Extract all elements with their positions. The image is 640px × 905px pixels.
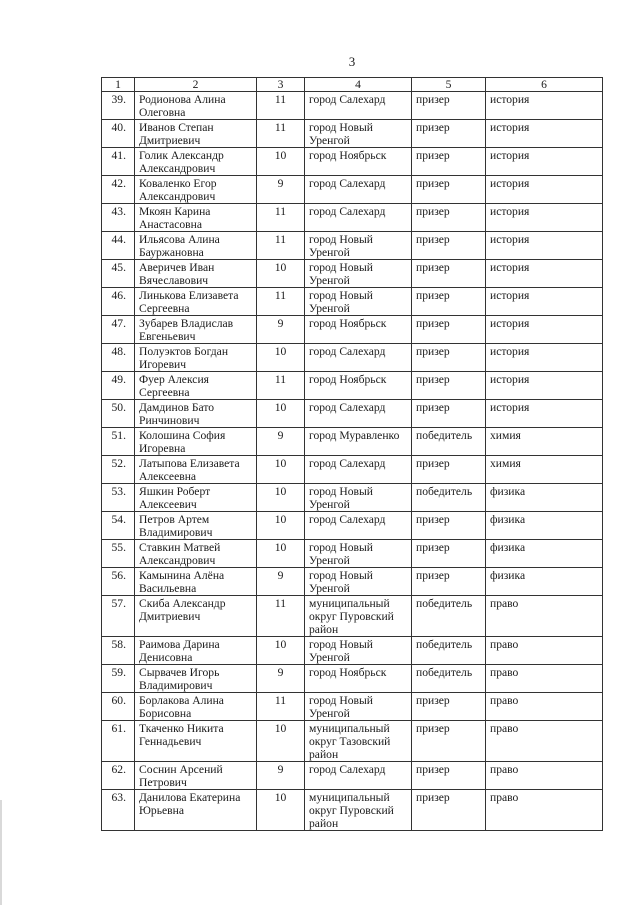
location-cell: город Салехард [305,92,412,120]
status-cell: призер [412,762,486,790]
grade-cell: 11 [257,288,305,316]
row-number-cell: 52. [102,456,135,484]
subject-cell: право [486,721,603,762]
subject-cell: история [486,400,603,428]
table-row [102,637,603,665]
subject-cell: право [486,637,603,665]
row-number-cell: 50. [102,400,135,428]
location-cell: город Ноябрьск [305,372,412,400]
grade-cell: 10 [257,790,305,831]
status-cell: призер [412,176,486,204]
grade-cell: 9 [257,316,305,344]
page-number: 3 [348,54,356,69]
status-cell: призер [412,344,486,372]
row-number-cell: 54. [102,512,135,540]
grade-cell: 10 [257,637,305,665]
location-cell: город Салехард [305,344,412,372]
status-cell: призер [412,790,486,831]
grade-cell: 10 [257,260,305,288]
column-header-5: 5 [412,78,486,92]
table-row [102,456,603,484]
row-number-cell: 61. [102,721,135,762]
participant-name-cell: Ткаченко Никита Геннадьевич [135,721,257,762]
participant-name-cell: Яшкин Роберт Алексеевич [135,484,257,512]
table-row [102,484,603,512]
grade-cell: 10 [257,456,305,484]
table-row [102,568,603,596]
row-number-cell: 48. [102,344,135,372]
grade-cell: 11 [257,204,305,232]
status-cell: призер [412,512,486,540]
participant-name-cell: Ставкин Матвей Александрович [135,540,257,568]
grade-cell: 9 [257,428,305,456]
participant-name-cell: Ильясова Алина Бауржановна [135,232,257,260]
location-cell: город Новый Уренгой [305,260,412,288]
row-number-cell: 40. [102,120,135,148]
participant-name-cell: Мкоян Карина Анастасовна [135,204,257,232]
location-cell: город Новый Уренгой [305,540,412,568]
row-number-cell: 45. [102,260,135,288]
row-number-cell: 63. [102,790,135,831]
grade-cell: 11 [257,693,305,721]
subject-cell: физика [486,540,603,568]
location-cell: город Салехард [305,176,412,204]
row-number-cell: 57. [102,596,135,637]
status-cell: победитель [412,428,486,456]
status-cell: призер [412,400,486,428]
table-row [102,288,603,316]
status-cell: победитель [412,637,486,665]
grade-cell: 11 [257,596,305,637]
row-number-cell: 47. [102,316,135,344]
row-number-cell: 55. [102,540,135,568]
subject-cell: история [486,176,603,204]
grade-cell: 9 [257,568,305,596]
grade-cell: 11 [257,232,305,260]
status-cell: призер [412,288,486,316]
table-row [102,260,603,288]
column-header-6: 6 [486,78,603,92]
location-cell: город Салехард [305,400,412,428]
location-cell: город Муравленко [305,428,412,456]
row-number-cell: 46. [102,288,135,316]
participant-name-cell: Борлакова Алина Борисовна [135,693,257,721]
table-row [102,596,603,637]
status-cell: победитель [412,596,486,637]
table-row [102,204,603,232]
column-header-4: 4 [305,78,412,92]
status-cell: призер [412,721,486,762]
participant-name-cell: Раимова Дарина Денисовна [135,637,257,665]
row-number-cell: 60. [102,693,135,721]
subject-cell: право [486,790,603,831]
location-cell: муниципальный округ Тазовский район [305,721,412,762]
participant-name-cell: Соснин Арсений Петрович [135,762,257,790]
location-cell: город Новый Уренгой [305,232,412,260]
subject-cell: история [486,316,603,344]
grade-cell: 10 [257,721,305,762]
subject-cell: химия [486,456,603,484]
subject-cell: история [486,92,603,120]
grade-cell: 11 [257,372,305,400]
status-cell: призер [412,92,486,120]
subject-cell: история [486,232,603,260]
status-cell: призер [412,693,486,721]
table-row [102,232,603,260]
subject-cell: история [486,120,603,148]
status-cell: победитель [412,665,486,693]
row-number-cell: 43. [102,204,135,232]
subject-cell: история [486,344,603,372]
row-number-cell: 42. [102,176,135,204]
subject-cell: история [486,148,603,176]
row-number-cell: 49. [102,372,135,400]
location-cell: город Новый Уренгой [305,568,412,596]
table-row [102,721,603,762]
table-row [102,428,603,456]
row-number-cell: 41. [102,148,135,176]
status-cell: призер [412,372,486,400]
subject-cell: история [486,288,603,316]
column-header-1: 1 [102,78,135,92]
participant-name-cell: Фуер Алексия Сергеевна [135,372,257,400]
subject-cell: история [486,260,603,288]
table-row [102,762,603,790]
subject-cell: физика [486,484,603,512]
grade-cell: 9 [257,665,305,693]
location-cell: город Ноябрьск [305,148,412,176]
row-number-cell: 56. [102,568,135,596]
header-row [102,78,603,92]
table-row [102,92,603,120]
grade-cell: 9 [257,762,305,790]
location-cell: город Салехард [305,762,412,790]
grade-cell: 11 [257,92,305,120]
location-cell: город Новый Уренгой [305,120,412,148]
scan-edge-shadow [0,800,2,905]
location-cell: город Ноябрьск [305,316,412,344]
status-cell: победитель [412,484,486,512]
subject-cell: физика [486,512,603,540]
table-row [102,540,603,568]
table-row [102,344,603,372]
table-row [102,400,603,428]
row-number-cell: 51. [102,428,135,456]
table-row [102,148,603,176]
grade-cell: 11 [257,120,305,148]
grade-cell: 10 [257,148,305,176]
status-cell: призер [412,260,486,288]
subject-cell: химия [486,428,603,456]
subject-cell: физика [486,568,603,596]
participant-name-cell: Сырвачев Игорь Владимирович [135,665,257,693]
row-number-cell: 58. [102,637,135,665]
row-number-cell: 59. [102,665,135,693]
table-row [102,512,603,540]
row-number-cell: 39. [102,92,135,120]
grade-cell: 10 [257,400,305,428]
status-cell: призер [412,456,486,484]
grade-cell: 10 [257,540,305,568]
grade-cell: 10 [257,484,305,512]
table-body [102,92,603,831]
status-cell: призер [412,316,486,344]
table-row [102,316,603,344]
row-number-cell: 44. [102,232,135,260]
grade-cell: 10 [257,512,305,540]
participant-name-cell: Скиба Александр Дмитриевич [135,596,257,637]
participant-name-cell: Зубарев Владислав Евгеньевич [135,316,257,344]
results-table [101,77,603,831]
participant-name-cell: Коваленко Егор Александрович [135,176,257,204]
location-cell: город Новый Уренгой [305,693,412,721]
location-cell: город Новый Уренгой [305,288,412,316]
grade-cell: 10 [257,344,305,372]
subject-cell: история [486,372,603,400]
status-cell: призер [412,540,486,568]
subject-cell: право [486,693,603,721]
participant-name-cell: Латыпова Елизавета Алексеевна [135,456,257,484]
grade-cell: 9 [257,176,305,204]
table-row [102,120,603,148]
participant-name-cell: Голик Александр Александрович [135,148,257,176]
participant-name-cell: Родионова Алина Олеговна [135,92,257,120]
table-row [102,693,603,721]
table-row [102,790,603,831]
subject-cell: право [486,596,603,637]
location-cell: город Новый Уренгой [305,637,412,665]
participant-name-cell: Дамдинов Бато Ринчинович [135,400,257,428]
participant-name-cell: Петров Артем Владимирович [135,512,257,540]
participant-name-cell: Колошина София Игоревна [135,428,257,456]
participant-name-cell: Иванов Степан Дмитриевич [135,120,257,148]
results-table-container [101,77,603,831]
subject-cell: право [486,762,603,790]
column-header-3: 3 [257,78,305,92]
participant-name-cell: Линькова Елизавета Сергеевна [135,288,257,316]
location-cell: город Салехард [305,204,412,232]
subject-cell: право [486,665,603,693]
status-cell: призер [412,568,486,596]
status-cell: призер [412,120,486,148]
location-cell: город Салехард [305,512,412,540]
location-cell: муниципальный округ Пуровский район [305,596,412,637]
column-header-2: 2 [135,78,257,92]
table-row [102,372,603,400]
location-cell: город Салехард [305,456,412,484]
row-number-cell: 53. [102,484,135,512]
participant-name-cell: Камынина Алёна Васильевна [135,568,257,596]
location-cell: город Ноябрьск [305,665,412,693]
table-row [102,176,603,204]
participant-name-cell: Данилова Екатерина Юрьевна [135,790,257,831]
location-cell: город Новый Уренгой [305,484,412,512]
status-cell: призер [412,232,486,260]
location-cell: муниципальный округ Пуровский район [305,790,412,831]
subject-cell: история [486,204,603,232]
participant-name-cell: Аверичев Иван Вячеславович [135,260,257,288]
status-cell: призер [412,148,486,176]
table-row [102,665,603,693]
row-number-cell: 62. [102,762,135,790]
status-cell: призер [412,204,486,232]
participant-name-cell: Полуэктов Богдан Игоревич [135,344,257,372]
